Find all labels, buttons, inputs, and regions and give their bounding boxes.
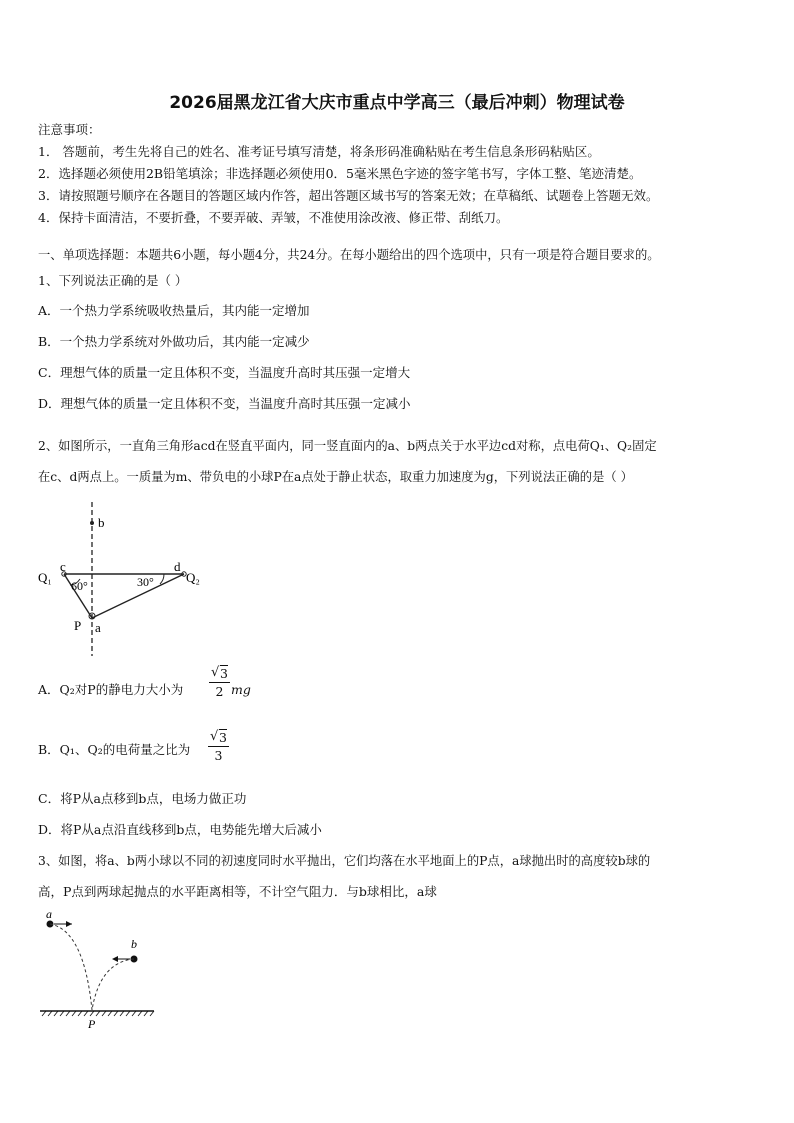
notice-heading: 注意事项： bbox=[38, 122, 101, 137]
label-d: d bbox=[174, 559, 181, 574]
q2-option-c: C．将P从a点移到b点，电场力做正功 bbox=[38, 791, 247, 806]
q1-stem: 1、下列说法正确的是（ ） bbox=[38, 273, 188, 288]
label-a: a bbox=[95, 620, 101, 635]
label-p: P bbox=[74, 618, 82, 633]
notice-item-4: 4．保持卡面清洁，不要折叠，不要弄破、弄皱，不准使用涂改液、修正带、刮纸刀。 bbox=[38, 210, 509, 225]
q2-stem-line2: 在c、d两点上。一质量为m、带负电的小球P在a点处于静止状态，取重力加速度为g，下列说法正确的是（ ） bbox=[38, 470, 633, 484]
q2-option-d: D．将P从a点沿直线移到b点，电势能先增大后减小 bbox=[38, 822, 322, 837]
fraction-denominator: 3 bbox=[214, 748, 223, 763]
label-angle-c: 60° bbox=[71, 579, 88, 593]
fraction-denominator: 2 bbox=[215, 684, 224, 699]
q1-option-c: C．理想气体的质量一定且体积不变，当温度升高时其压强一定增大 bbox=[38, 365, 411, 380]
q2-option-b: B．Q₁、Q₂的电荷量之比为 bbox=[38, 742, 191, 757]
label-q2: Q₂ bbox=[186, 570, 200, 585]
q1-option-d: D．理想气体的质量一定且体积不变，当温度升高时其压强一定减小 bbox=[38, 396, 411, 411]
q3-projectile-figure bbox=[36, 908, 166, 1036]
section-heading: 一、单项选择题：本题共6小题，每小题4分，共24分。在每小题给出的四个选项中，只有一项是符合题目要求的。 bbox=[38, 248, 660, 262]
q2-option-a-fraction bbox=[209, 666, 230, 699]
q1-option-a: A．一个热力学系统吸收热量后，其内能一定增加 bbox=[38, 303, 310, 318]
label-b: b bbox=[98, 515, 105, 530]
q2-option-a: A．Q₂对P的静电力大小为 bbox=[38, 682, 184, 697]
fraction-numerator: 3 bbox=[219, 730, 227, 745]
label-a: a bbox=[46, 908, 52, 921]
q3-stem-line2: 高，P点到两球起抛点的水平距离相等，不计空气阻力．与b球相比，a球 bbox=[38, 884, 437, 899]
label-p: P bbox=[88, 1017, 96, 1031]
label-c: c bbox=[60, 559, 66, 574]
q2-option-a-unit: mg bbox=[231, 682, 251, 697]
label-q1: Q₁ bbox=[38, 570, 52, 585]
label-angle-d: 30° bbox=[137, 575, 154, 589]
q2-option-b-fraction bbox=[208, 730, 229, 763]
fraction-numerator: 3 bbox=[220, 666, 228, 681]
q1-option-b: B．一个热力学系统对外做功后，其内能一定减少 bbox=[38, 334, 310, 349]
q3-stem-line1: 3、如图，将a、b两小球以不同的初速度同时水平抛出，它们均落在水平地面上的P点，a球抛出时的高度较b球的 bbox=[38, 854, 651, 868]
notice-item-3: 3．请按照题号顺序在各题目的答题区域内作答，超出答题区域书写的答案无效；在草稿纸、试题卷上答题无效。 bbox=[38, 188, 659, 203]
notice-item-1: 1． 答题前，考生先将自己的姓名、准考证号填写清楚，将条形码准确粘贴在考生信息条形码粘贴区。 bbox=[38, 144, 600, 159]
notice-item-2: 2．选择题必须使用2B铅笔填涂；非选择题必须使用0．5毫米黑色字迹的签字笔书写，字体工整、笔迹清楚。 bbox=[38, 166, 642, 181]
q2-stem-line1: 2、如图所示，一直角三角形acd在竖直平面内，同一竖直面内的a、b两点关于水平边cd对称，点电荷Q₁、Q₂固定 bbox=[38, 439, 657, 453]
exam-title: 2026届黑龙江省大庆市重点中学高三（最后冲刺）物理试卷 bbox=[169, 93, 625, 113]
label-b: b bbox=[131, 937, 137, 951]
q2-triangle-figure bbox=[34, 498, 214, 658]
